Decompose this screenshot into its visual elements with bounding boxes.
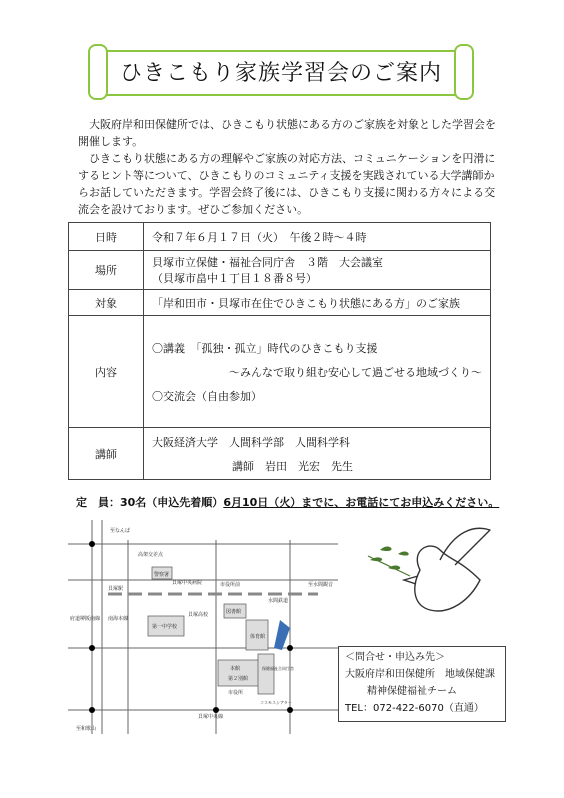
map-label-p: 保健福祉合同庁舎 (262, 666, 294, 671)
map-label-c: 貝塚駅 (108, 586, 124, 592)
date-label: 日時 (69, 223, 144, 251)
map-label-i: 貝塚高校 (188, 612, 209, 618)
content-line-3: 〇交流会（自由参加） (152, 389, 262, 403)
map-label-q: コスモスシアター (260, 700, 292, 705)
map-label-n: 第２別館 (228, 676, 249, 682)
contact-box (338, 646, 506, 722)
intro-paragraph-1: 大阪府岸和田保健所では、ひきこもり状態にある方のご家族を対象とした学習会を開催します。 (78, 118, 496, 148)
intro-text (78, 116, 498, 218)
page-title: ひきこもり家族学習会のご案内 (119, 61, 442, 86)
map-label-u: 府道堺阪南線 (70, 616, 101, 622)
map-label-g: 水間鉄道 (268, 598, 289, 604)
event-info-table (68, 222, 491, 480)
map-svg (68, 520, 338, 734)
target-value: 「岸和田市・貝塚市在住でひきこもり状態にある方」のご家族 (144, 290, 491, 316)
map-label-o: 市役所 (228, 690, 244, 696)
lecturer-line-2: 講師 岩田 光宏 先生 (232, 459, 353, 473)
deadline-date: 6月10日（火）までに、お電話にてお申込みください。 (223, 496, 500, 509)
date-value: 令和７年６月１７日（火） 午後２時～４時 (144, 223, 491, 251)
lecturer-line-1: 大阪経済大学 人間科学部 人間科学科 (152, 435, 350, 449)
map-label-d: 警察署 (154, 572, 170, 578)
place-line-2: （貝塚市畠中１丁目１８番８号） (152, 272, 317, 285)
content-line-1: 〇講義 「孤独・孤立」時代のひきこもり支援 (152, 341, 378, 355)
dove-illustration (360, 520, 495, 635)
map-label-t: 南海本線 (108, 616, 129, 622)
intro-paragraph-2: ひきこもり状態にある方の理解やご家族の対応方法、コミュニケーションを円滑にするヒント等について、ひきこもりのコミュニティ支援を実践されている大学講師からお話していただきます。学習会終了後には、ひきこもり支援に関わる方々による交流会を設けております。ぜひご参加ください。 (78, 152, 496, 216)
deadline-note (76, 494, 499, 510)
title-banner (92, 44, 470, 96)
map-label-j: 図書館 (226, 609, 242, 615)
contact-heading: ＜問合せ・申込み先＞ (345, 652, 445, 663)
map-label-l: 体育館 (250, 634, 266, 640)
place-label: 場所 (69, 251, 144, 290)
map-label-e: 貝塚中央病院 (172, 580, 203, 586)
place-line-1: 貝塚市立保健・福祉合同庁舎 ３階 大会議室 (152, 256, 383, 269)
map-label-m: 本館 (230, 666, 241, 672)
map-label-r: 貝塚中央線 (198, 714, 224, 720)
content-line-2: ～みんなで取り組む安心して過ごせる地域づくり～ (229, 365, 482, 379)
lecturer-label: 講師 (69, 428, 144, 480)
map-label-k: 第一中学校 (152, 624, 178, 630)
map-label-b: 高架交差点 (138, 552, 164, 558)
access-map (68, 520, 338, 734)
map-label-a: 至なんば (110, 528, 131, 534)
contact-team: 精神保健福祉チーム (367, 686, 457, 697)
content-label: 内容 (69, 316, 144, 428)
contact-org: 大阪府岸和田保健所 地域保健課 (345, 669, 495, 680)
map-label-s: 至和歌山 (76, 726, 97, 732)
map-label-h: 至水間観音 (308, 582, 334, 588)
deadline-capacity: 定 員：30名（申込先着順） (76, 496, 224, 509)
target-label: 対象 (69, 290, 144, 316)
map-label-f: 市役所前 (220, 582, 241, 588)
contact-tel: TEL：072-422-6070（直通） (345, 703, 484, 714)
